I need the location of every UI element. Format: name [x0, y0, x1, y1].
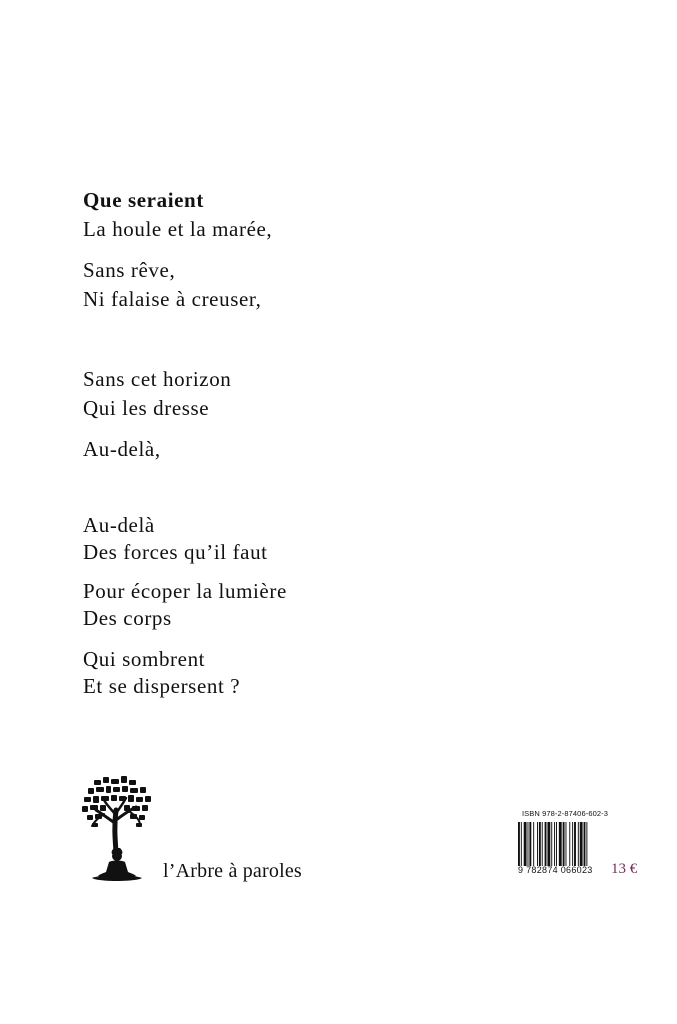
barcode-bar — [574, 822, 576, 868]
poem-line: La houle et la marée, — [83, 217, 273, 241]
poem-line: Pour écoper la lumière — [83, 579, 287, 603]
barcode-bar — [578, 822, 579, 868]
poem-line: Des corps — [83, 606, 172, 630]
barcode-bar — [539, 822, 541, 868]
barcode-bar — [528, 822, 529, 868]
poem-title-line: Que seraient — [83, 188, 204, 212]
poem-line: Sans rêve, — [83, 258, 176, 282]
tree-meditating-figure-icon — [78, 774, 158, 886]
barcode-bar — [569, 822, 570, 868]
poem-line: Des forces qu’il faut — [83, 540, 268, 564]
publisher-name: l’Arbre à paroles — [163, 860, 302, 882]
barcode-bar — [584, 822, 586, 868]
isbn-label: ISBN 978-2-87406-602-3 — [522, 809, 609, 818]
barcode-bar — [547, 822, 550, 868]
barcode-bar — [537, 822, 538, 868]
barcode-bar — [533, 822, 534, 868]
barcode-bar — [580, 822, 583, 868]
barcode-bar — [529, 822, 531, 868]
barcode-bar — [545, 822, 547, 868]
poem-line: Qui les dresse — [83, 396, 210, 420]
price-label: 13 € — [611, 861, 638, 877]
poem-line: Au-delà, — [83, 437, 161, 461]
barcode-bar — [572, 822, 573, 868]
poem-line: Et se dispersent ? — [83, 674, 241, 698]
poem-line: Ni falaise à creuser, — [83, 287, 262, 311]
barcode-bar — [559, 822, 562, 868]
barcode-bar — [554, 822, 555, 868]
barcode-bar — [524, 822, 527, 868]
barcode-bar — [556, 822, 557, 868]
poem-line: Au-delà — [83, 513, 155, 537]
poem-line: Sans cet horizon — [83, 367, 232, 391]
barcode-bar — [563, 822, 565, 868]
barcode-digits: 9 782874 066023 — [518, 865, 593, 875]
barcode-bar — [566, 822, 567, 868]
poem-line: Qui sombrent — [83, 647, 206, 671]
barcode-bar — [542, 822, 543, 868]
barcode-bar — [551, 822, 552, 868]
